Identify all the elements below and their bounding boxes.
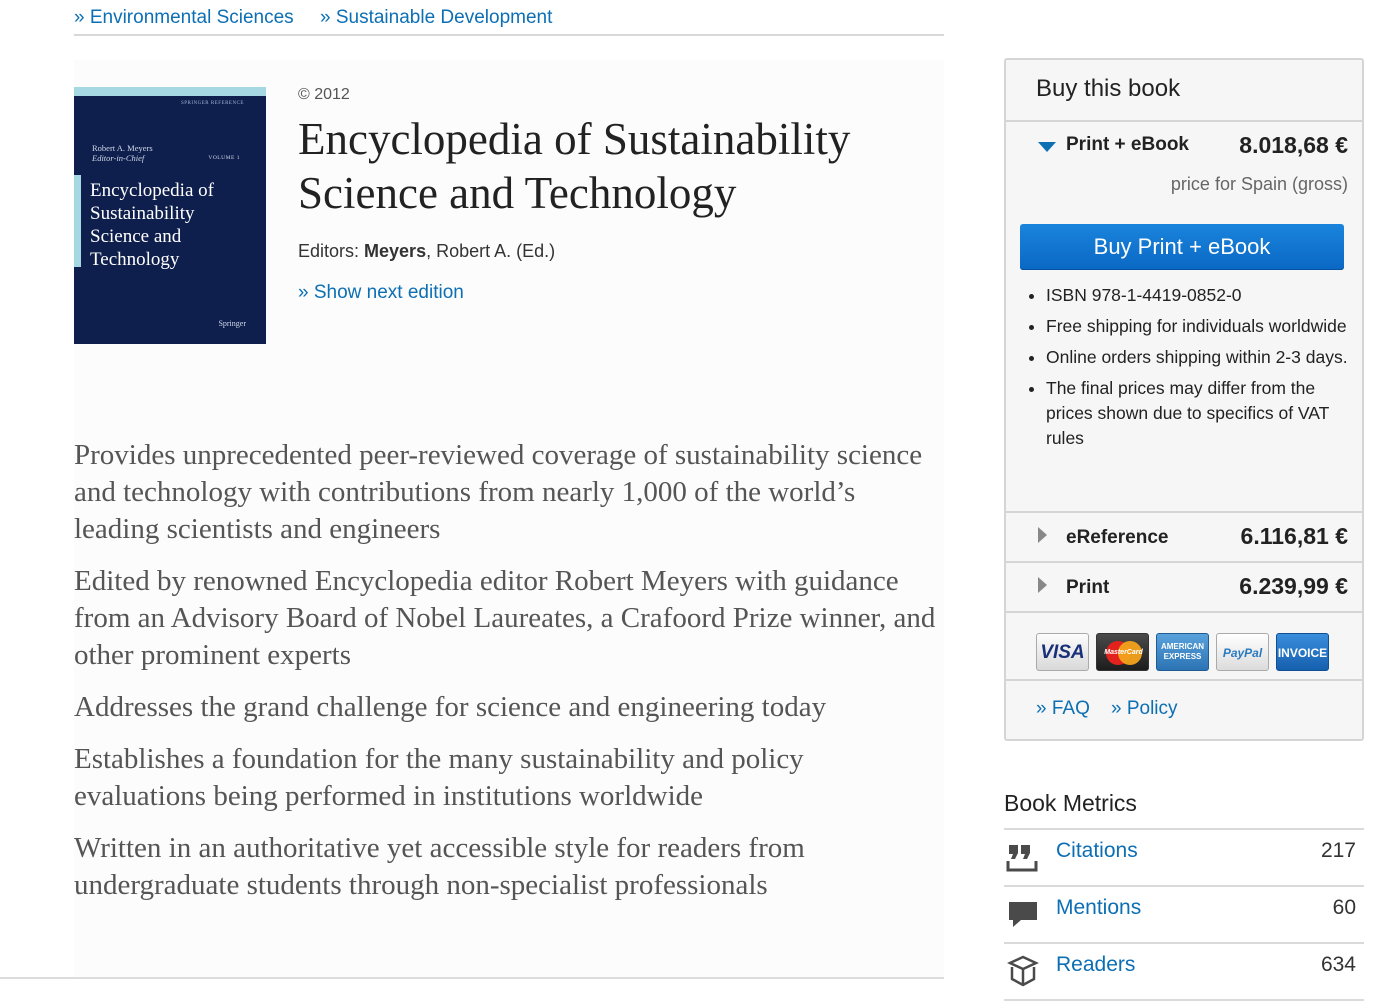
readers-icon (1006, 953, 1040, 987)
payment-methods (1006, 613, 1362, 679)
feature-item: Edited by renowned Encyclopedia editor Robert Meyers with guidance from an Advisory Board of Nobel Laureates, a Crafoord Prize winner, and other prominent experts (74, 565, 936, 671)
cover-accent-bar (74, 175, 81, 267)
paypal-icon: PayPal (1216, 633, 1269, 671)
buy-box-title: Buy this book (1036, 75, 1181, 102)
cover-author-role: Editor-in-Chief (92, 153, 145, 163)
mentions-link[interactable]: Mentions (1056, 896, 1142, 919)
cover-author-name: Robert A. Meyers (92, 143, 153, 153)
mentions-count: 60 (1332, 896, 1356, 919)
invoice-icon: INVOICE (1276, 633, 1329, 671)
option-print-ebook (1006, 122, 1362, 574)
feature-item: Written in an authoritative yet accessible style for readers from undergraduate students through non-specialist professionals (74, 832, 805, 901)
option-label: Print + eBook (1066, 134, 1189, 155)
copyright-year: © 2012 (298, 86, 350, 103)
purchase-info-list (1028, 283, 1348, 457)
breadcrumb-link-environmental-sciences[interactable]: » Environmental Sciences (74, 7, 294, 28)
feature-list (74, 437, 940, 919)
metric-citations (1004, 830, 1364, 886)
buy-box (1004, 58, 1364, 741)
editor-name-rest: , Robert A. (Ed.) (426, 241, 556, 261)
cover-volume-label: VOLUME 1 (208, 155, 240, 161)
feature-item: Addresses the grand challenge for science and engineering today (74, 691, 827, 723)
info-shipping-time: • Online orders shipping within 2-3 days. (1046, 345, 1348, 370)
divider (0, 977, 944, 979)
book-cover-image (74, 87, 266, 344)
mastercard-icon (1096, 633, 1149, 671)
cover-stripe (74, 87, 266, 96)
option-label: eReference (1066, 527, 1169, 548)
citations-count: 217 (1320, 839, 1356, 862)
option-label: Print (1066, 577, 1110, 598)
book-metrics-heading: Book Metrics (1004, 790, 1137, 816)
feature-item: Establishes a foundation for the many sustainability and policy evaluations being performed in institutions worldwide (74, 743, 804, 812)
option-print-ebook-toggle[interactable] (1006, 122, 1362, 168)
expand-triangle-right-icon (1038, 577, 1047, 593)
editors-prefix: Editors: (298, 241, 365, 261)
option-price: 6.116,81 € (1240, 523, 1348, 549)
readers-link[interactable]: Readers (1056, 953, 1136, 976)
metric-readers (1004, 944, 1364, 1000)
breadcrumb (74, 6, 944, 36)
option-print[interactable] (1006, 563, 1362, 611)
buy-print-ebook-button[interactable]: Buy Print + eBook (1020, 224, 1344, 270)
policy-link[interactable]: » Policy (1111, 698, 1178, 719)
info-isbn: • ISBN 978-1-4419-0852-0 (1046, 283, 1348, 308)
readers-count: 634 (1320, 953, 1356, 976)
feature-item: Provides unprecedented peer-reviewed coverage of sustainability science and technology with contributions from nearly 1,000 of the world’s leading scientists and engineers (74, 439, 923, 545)
mentions-icon (1006, 896, 1040, 930)
cover-series-label: SPRINGER REFERENCE (180, 101, 244, 106)
faq-link[interactable]: » FAQ (1036, 698, 1090, 719)
buy-box-header (1006, 60, 1362, 122)
page-title: Encyclopedia of Sustainability Science and Technology (298, 114, 851, 218)
buy-box-links (1006, 681, 1362, 739)
expand-triangle-down-icon (1038, 142, 1056, 152)
visa-card-icon: VISA (1036, 633, 1089, 671)
info-vat: • The final prices may differ from the prices shown due to specifics of VAT rules (1046, 376, 1348, 451)
option-price: 6.239,99 € (1239, 573, 1348, 599)
option-ereference[interactable] (1006, 513, 1362, 561)
editors-line (298, 241, 555, 262)
cover-publisher-logo: Springer (218, 319, 246, 328)
mastercard-wordmark: MasterCard (1104, 649, 1143, 656)
info-shipping: • Free shipping for individuals worldwide (1046, 314, 1348, 339)
option-price: 8.018,68 € (1239, 132, 1348, 158)
show-next-edition-link[interactable]: » Show next edition (298, 282, 464, 303)
metric-mentions (1004, 887, 1364, 943)
citations-link[interactable]: Citations (1056, 839, 1138, 862)
cover-title: Encyclopedia of Sustainability Science and Technology (90, 180, 214, 270)
expand-triangle-right-icon (1038, 527, 1047, 543)
editor-surname: Meyers (364, 241, 427, 261)
citations-icon (1006, 839, 1040, 873)
breadcrumb-link-sustainable-development[interactable]: » Sustainable Development (320, 7, 553, 28)
price-note: price for Spain (gross) (1170, 174, 1348, 194)
cover-author (92, 143, 153, 163)
amex-card-icon: AMERICAN EXPRESS (1156, 633, 1209, 671)
